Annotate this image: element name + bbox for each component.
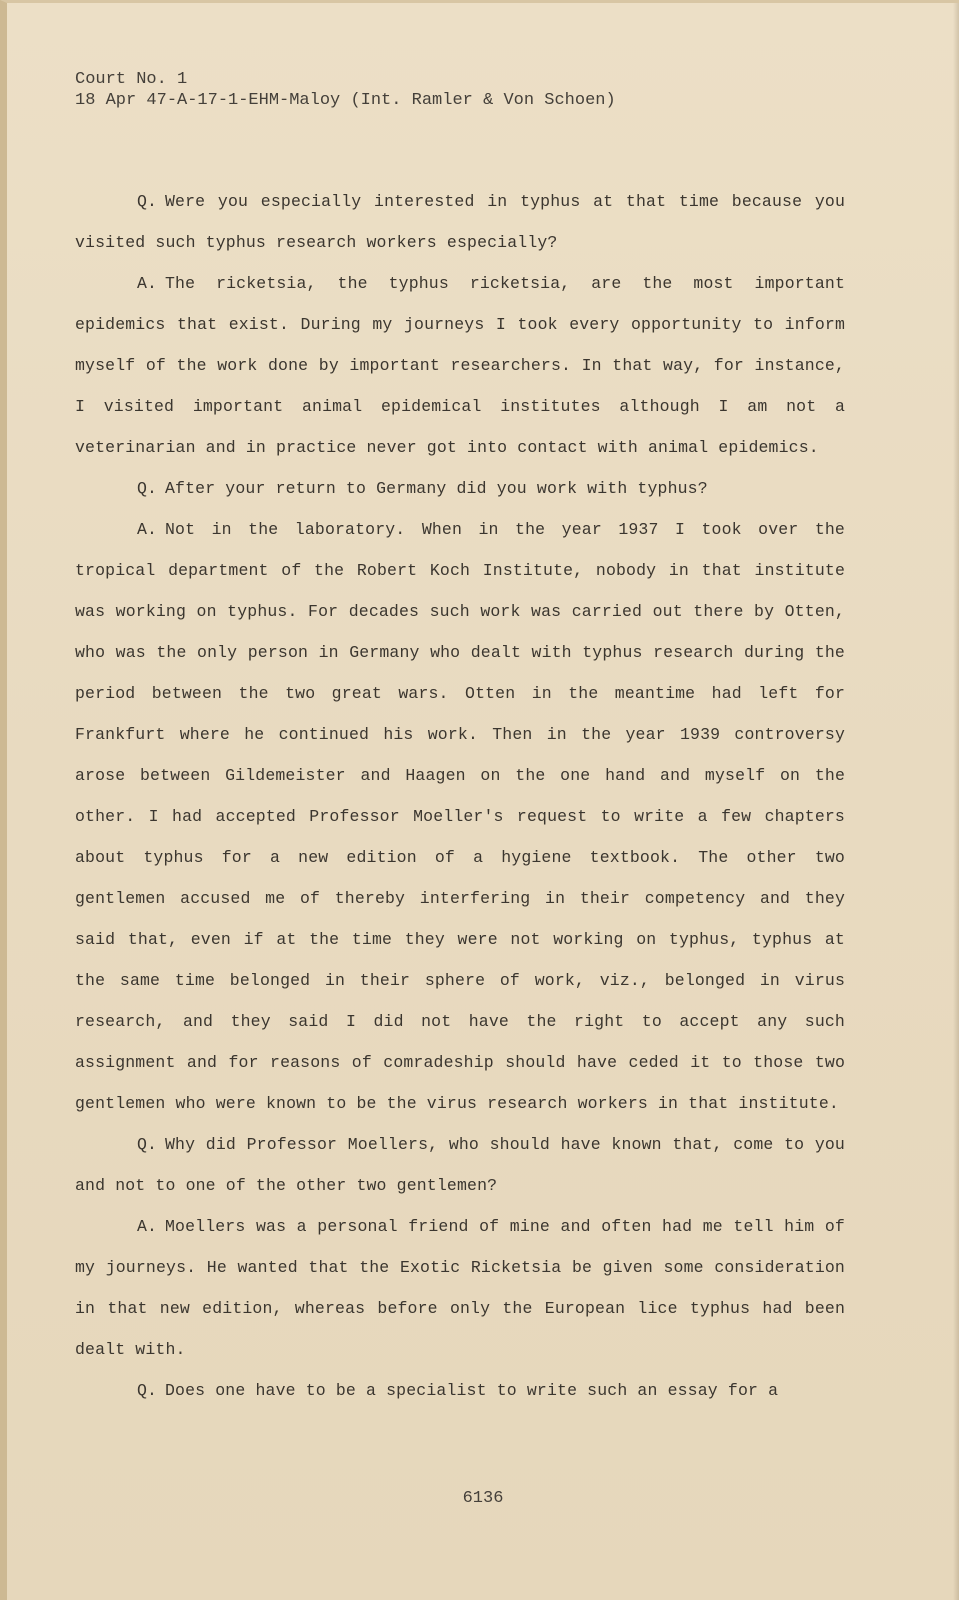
speaker-label: Q. (137, 1135, 158, 1154)
transcript-question (75, 1124, 845, 1206)
paragraph-text: Why did Professor Moellers, who should have known that, come to you and not to one of the other two gentlemen? (75, 1135, 845, 1195)
paragraph-text: Does one have to be a specialist to write such an essay for a (165, 1381, 779, 1400)
speaker-label: Q. (137, 1381, 158, 1400)
transcript-answer (75, 1206, 845, 1370)
speaker-label: Q. (137, 192, 158, 211)
transcript-answer (75, 263, 845, 468)
transcript-question (75, 1370, 845, 1411)
speaker-label: A. (137, 520, 158, 539)
paragraph-text: The ricketsia, the typhus ricketsia, are the most important epidemics that exist. During my journeys I took every opportunity to inform myself of the work done by important researchers. In that way, for instance, I visited important animal epidemical institutes although I am not a veterinarian and in practice never got into contact with animal epidemics. (75, 274, 845, 457)
transcript-question (75, 468, 845, 509)
paragraph-text: Moellers was a personal friend of mine and often had me tell him of my journeys. He wanted that the Exotic Ricketsia be given some consideration in that new edition, whereas before only the European lice typhus had been dealt with. (75, 1217, 845, 1359)
paragraph-text: Were you especially interested in typhus at that time because you visited such typhus research workers especially? (75, 192, 845, 252)
session-reference: 18 Apr 47-A-17-1-EHM-Maloy (Int. Ramler & Von Schoen) (75, 91, 616, 110)
transcript-answer (75, 509, 845, 1124)
page-number: 6136 (462, 1489, 504, 1508)
speaker-label: A. (137, 1217, 158, 1236)
court-number: Court No. 1 (75, 70, 188, 89)
paragraph-text: After your return to Germany did you work with typhus? (165, 479, 708, 498)
transcript-question (75, 181, 845, 263)
speaker-label: Q. (137, 479, 158, 498)
paragraph-text: Not in the laboratory. When in the year 1937 I took over the tropical department of the Robert Koch Institute, nobody in that institute was working on typhus. For decades such work was carried out there by Otten, who was the only person in Germany who dealt with typhus research during the period between the two great wars. Otten in the meantime had left for Frankfurt where he continued his work. Then in the year 1939 controversy arose between Gildemeister and Haagen on the one hand and myself on the other. I had accepted Professor Moeller's request to write a few chapters about typhus for a new edition of a hygiene textbook. The other two gentlemen accused me of thereby interfering in their competency and they said that, even if at the time they were not working on typhus, typhus at the same time belonged in their sphere of work, viz., belonged in virus research, and they said I did not have the right to accept any such assignment and for reasons of comradeship should have ceded it to those two gentlemen who were known to be the virus research workers in that institute. (75, 520, 845, 1113)
document-header (75, 69, 616, 111)
transcript-body (75, 181, 845, 1411)
page-edge-shadow (953, 3, 959, 1600)
speaker-label: A. (137, 274, 158, 293)
